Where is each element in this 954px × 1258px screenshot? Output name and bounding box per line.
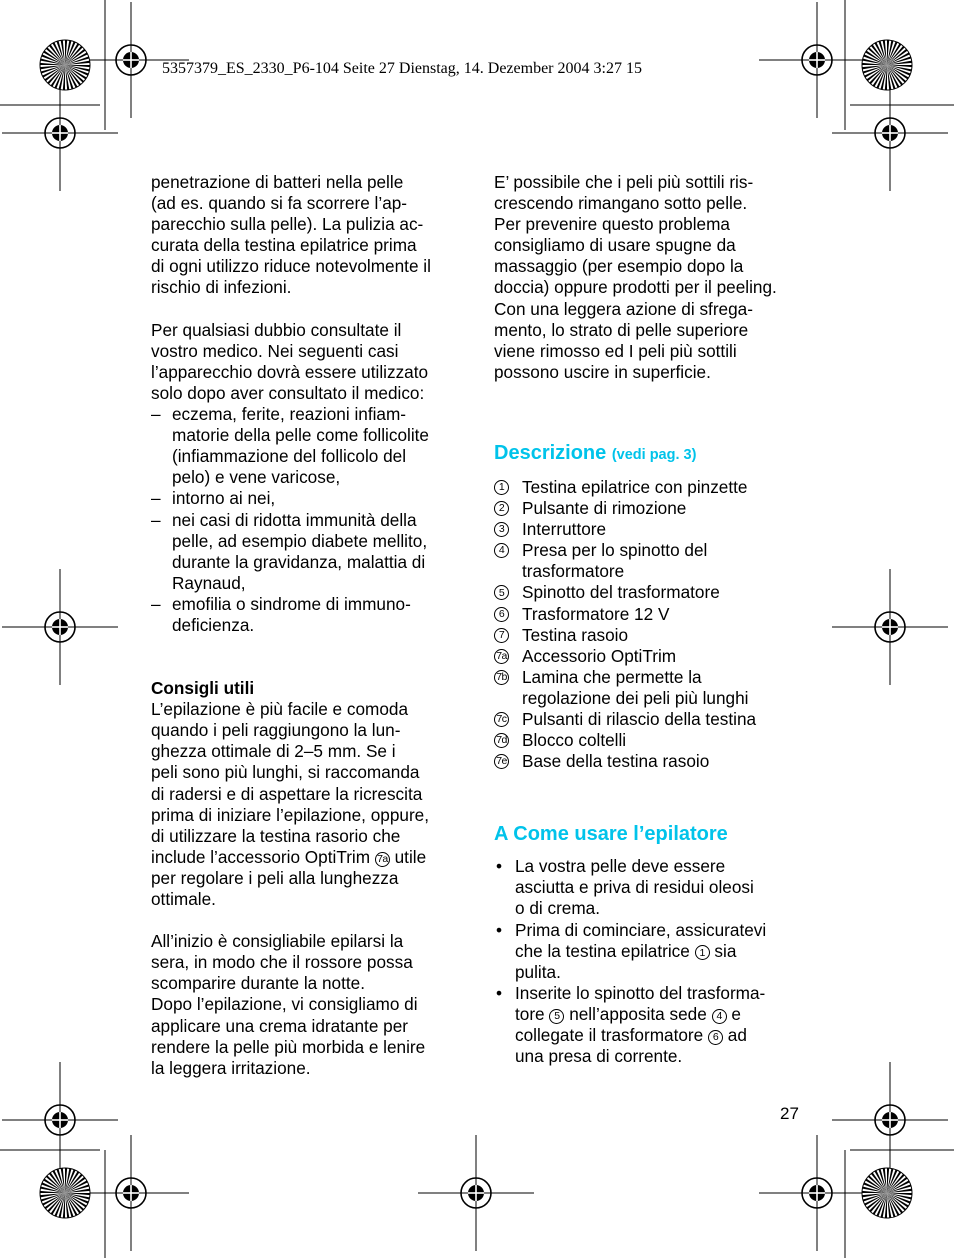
part-ref-7a: 7a bbox=[375, 852, 390, 867]
list-item: 7d Blocco coltelli bbox=[494, 730, 814, 751]
list-item: 6 Trasformatore 12 V bbox=[494, 604, 814, 625]
ingrown-hair-paragraph: E’ possibile che i peli più sottili ris- crescendo rimangano sotto pelle. Per prevenire questo problema consigliamo di usare spugne da massaggio (per esempio dopo la doccia) oppure prodotti per il peeling. Con una leggera azione di sfrega- mento, lo strato di pelle superiore viene rimosso ed I peli più sottili possono uscire in superficie. bbox=[494, 172, 777, 382]
list-item: 2 Pulsante di rimozione bbox=[494, 498, 814, 519]
registration-mark bbox=[759, 1135, 875, 1251]
list-item: – emofilia o sindrome di immuno- deficienza. bbox=[151, 594, 471, 636]
right-column bbox=[494, 172, 814, 1067]
part-ref-4: 4 bbox=[712, 1009, 727, 1024]
list-item: • Inserite lo spinotto del trasforma- tore 5 nell’apposita sede 4 e collegate il trasformatore 6 ad una presa di corrente. bbox=[494, 983, 814, 1067]
list-item: 7c Pulsanti di rilascio della testina bbox=[494, 709, 814, 730]
registration-mark bbox=[2, 75, 118, 191]
list-item: 1 Testina epilatrice con pinzette bbox=[494, 477, 814, 498]
star-target-mark bbox=[40, 40, 90, 90]
print-slug: 5357379_ES_2330_P6-104 Seite 27 Dienstag, 14. Dezember 2004 3:27 15 bbox=[162, 60, 642, 77]
list-item: 3 Interruttore bbox=[494, 519, 814, 540]
description-heading: Descrizione (vedi pag. 3) bbox=[494, 441, 697, 464]
registration-mark bbox=[832, 75, 948, 191]
tips-paragraph: L’epilazione è più facile e comoda quando i peli raggiungono la lun- ghezza ottimale di 2–5 mm. Se i peli sono più lunghi, si raccomanda di radersi e di aspettare la ricrescita prima di iniziare l’epilazione, oppure, di utilizzare la testina rasorio che include l’accessorio OptiTrim 7a utile per regolare i peli alla lunghezza ottimale. bbox=[151, 699, 430, 909]
list-item: – nei casi di ridotta immunità della pelle, ad esempio diabete mellito, durante la gravidanza, malattia di Raynaud, bbox=[151, 510, 471, 594]
part-ref-5: 5 bbox=[549, 1009, 564, 1024]
list-item: 4 Presa per lo spinotto del trasformatore bbox=[494, 540, 814, 582]
list-item: 5 Spinotto del trasformatore bbox=[494, 582, 814, 603]
doctor-paragraph: Per qualsiasi dubbio consultate il vostro medico. Nei seguenti casi l’apparecchio dovrà essere utilizzato solo dopo aver consultato il medico: bbox=[151, 319, 429, 403]
registration-mark bbox=[418, 1135, 534, 1251]
registration-mark bbox=[2, 1062, 118, 1178]
list-item: • Prima di cominciare, assicuratevi che la testina epilatrice 1 sia pulita. bbox=[494, 920, 814, 983]
left-column bbox=[151, 172, 471, 1079]
list-item: 7e Base della testina rasoio bbox=[494, 751, 814, 772]
list-item: • La vostra pelle deve essere asciutta e priva di residui oleosi o di crema. bbox=[494, 856, 814, 919]
intro-paragraph: penetrazione di batteri nella pelle (ad es. quando si fa scorrere l’ap- parecchio sulla pelle). La pulizia ac- curata della testina epilatrice prima di ogni utilizzo riduce notevolmente il rischio di infezioni. bbox=[151, 172, 431, 298]
star-target-mark bbox=[862, 40, 912, 90]
parts-list bbox=[494, 477, 814, 772]
part-ref-1: 1 bbox=[695, 945, 710, 960]
usage-list bbox=[494, 856, 814, 1067]
registration-mark bbox=[832, 569, 948, 685]
list-item: – eczema, ferite, reazioni infiam- matorie della pelle come follicolite (infiammazione del follicolo del pelo) e vene varicose, bbox=[151, 404, 471, 488]
list-item: – intorno ai nei, bbox=[151, 488, 471, 509]
usage-heading: A Come usare l’epilatore bbox=[494, 823, 728, 846]
registration-mark bbox=[759, 2, 875, 118]
part-ref-6: 6 bbox=[708, 1030, 723, 1045]
list-item: 7a Accessorio OptiTrim bbox=[494, 646, 814, 667]
aftercare-paragraph: All’inizio è consigliabile epilarsi la sera, in modo che il rossore possa scomparire durante la notte. Dopo l’epilazione, vi consigliamo di applicare una crema idratante per rendere la pelle più morbida e lenire la leggera irritazione. bbox=[151, 931, 426, 1078]
list-item: 7b Lamina che permette la regolazione dei peli più lunghi bbox=[494, 667, 814, 709]
registration-mark bbox=[832, 1062, 948, 1178]
star-target-mark bbox=[862, 1168, 912, 1218]
tips-heading: Consigli utili bbox=[151, 678, 255, 699]
star-target-mark bbox=[40, 1168, 90, 1218]
list-item: 7 Testina rasoio bbox=[494, 625, 814, 646]
page-number: 27 bbox=[780, 1104, 799, 1123]
registration-mark bbox=[2, 569, 118, 685]
